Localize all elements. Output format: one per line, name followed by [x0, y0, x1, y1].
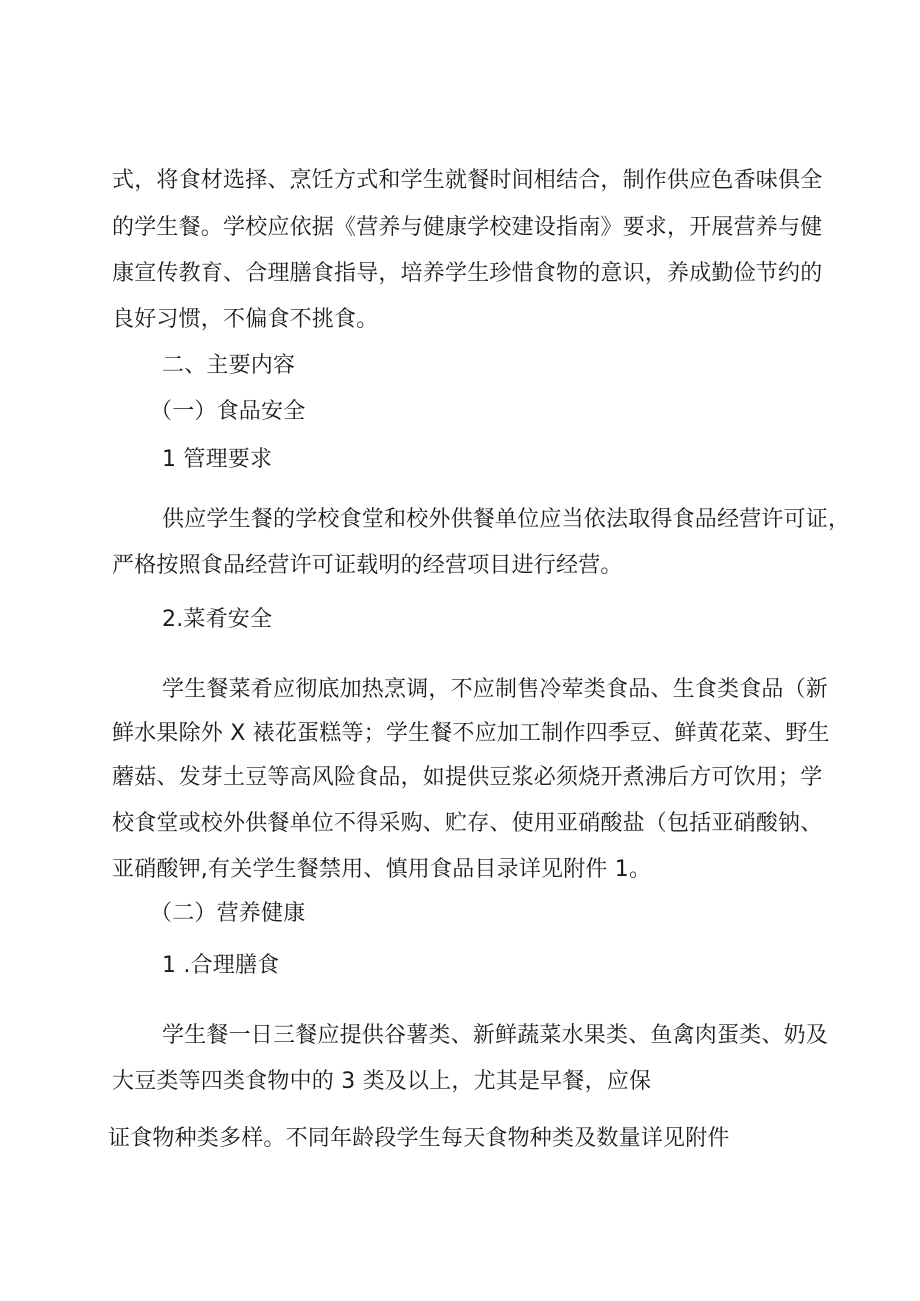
paragraph-line: 康宣传教育、合理膳食指导，培养学生珍惜食物的意识，养成勤俭节约的: [112, 261, 823, 286]
subsection-heading: （二）营养健康: [150, 901, 306, 926]
item-heading: 1 .合理膳食: [162, 953, 280, 978]
item-heading: 1 管理要求: [162, 447, 273, 472]
paragraph-line: 蘑菇、发芽土豆等高风险食品，如提供豆浆必须烧开煮沸后方可饮用；学: [112, 765, 823, 790]
paragraph-line: 亚硝酸钾,有关学生餐禁用、慎用食品目录详见附件 1。: [112, 857, 652, 882]
paragraph-line: 的学生餐。学校应依据《营养与健康学校建设指南》要求，开展营养与健: [112, 215, 823, 240]
item-heading: 2.菜肴安全: [162, 607, 273, 632]
paragraph-line: 式，将食材选择、烹饪方式和学生就餐时间相结合，制作供应色香味俱全: [112, 168, 823, 193]
paragraph-line: 大豆类等四类食物中的 3 类及以上，尤其是早餐，应保: [112, 1069, 652, 1094]
paragraph-line: 学生餐一日三餐应提供谷薯类、新鲜蔬菜水果类、鱼禽肉蛋类、奶及: [162, 1023, 829, 1048]
paragraph-line: 良好习惯，不偏食不挑食。: [112, 307, 379, 332]
paragraph-line: 校食堂或校外供餐单位不得采购、贮存、使用亚硝酸盐（包括亚硝酸钠、: [112, 811, 823, 836]
paragraph-line: 学生餐菜肴应彻底加热烹调，不应制售冷荤类食品、生食类食品（新: [162, 677, 829, 702]
subsection-heading: （一）食品安全: [150, 399, 306, 424]
paragraph-line: 严格按照食品经营许可证载明的经营项目进行经营。: [112, 553, 623, 578]
paragraph-line: 证食物种类多样。不同年龄段学生每天食物种类及数量详见附件: [108, 1126, 730, 1151]
paragraph-line: 供应学生餐的学校食堂和校外供餐单位应当依法取得食品经营许可证，: [162, 507, 851, 532]
section-heading: 二、主要内容: [162, 353, 296, 378]
paragraph-line: 鲜水果除外 X 裱花蛋糕等；学生餐不应加工制作四季豆、鲜黄花菜、野生: [112, 721, 830, 746]
